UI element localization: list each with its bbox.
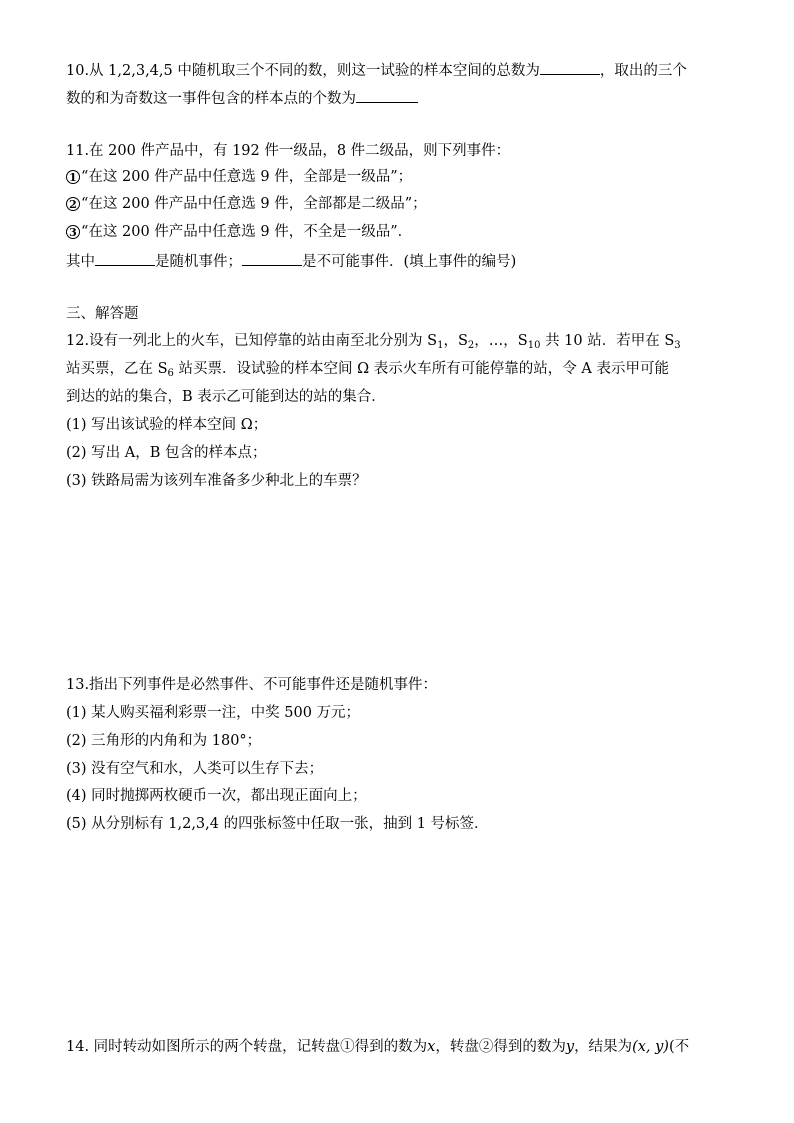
q13-part-1: (1) 某人购买福利彩票一注，中奖 500 万元；: [66, 705, 361, 721]
q12-sub-2: 2: [467, 340, 475, 351]
q12-part-2: (2) 写出 A，B 包含的样本点；: [66, 445, 267, 461]
q10-text-b: ，取出的三个: [599, 63, 687, 79]
q13-intro: 13.指出下列事件是必然事件、不可能事件还是随机事件：: [66, 677, 438, 693]
q11-item-1: [66, 168, 412, 186]
q13-part-2: (2) 三角形的内角和为 180°；: [66, 733, 262, 749]
q14-line: [66, 1038, 689, 1056]
q12-sub-1: 1: [437, 340, 444, 351]
q12-l1c: ，…，S: [474, 333, 528, 349]
q14-pair: (x, y): [632, 1039, 669, 1055]
circled-number-3: 3: [66, 225, 80, 239]
q11-fill-line: [66, 251, 516, 271]
q12-sub-4: 3: [674, 340, 681, 351]
q14-x: x: [427, 1039, 436, 1055]
circled-number-2: 2: [66, 197, 80, 211]
q12-line-3: 到达的站的集合，B 表示乙可能到达的站的集合．: [66, 389, 386, 405]
q12-l2a: 站买票，乙在 S: [66, 361, 168, 377]
q12-sub-5: 6: [167, 368, 174, 379]
q12-part-1: (1) 写出该试验的样本空间 Ω；: [66, 417, 268, 433]
q14-y: y: [565, 1039, 575, 1055]
q12-sub-3: 10: [527, 340, 541, 351]
q12-l2b: 站买票．设试验的样本空间 Ω 表示火车所有可能停靠的站，令 A 表示甲可能: [173, 361, 669, 377]
q12-line-2: [66, 360, 669, 378]
q11-item-2-text: “在这 200 件产品中任意选 9 件，全部都是二级品”；: [81, 196, 427, 212]
q12-l1d: 共 10 站．若甲在 S: [540, 333, 675, 349]
q11-fill-a: 其中: [66, 254, 95, 270]
q11-item-3-text: “在这 200 件产品中任意选 9 件，不全是一级品”．: [81, 224, 413, 240]
q12-l1a: 12.设有一列北上的火车，已知停靠的站由南至北分别为 S: [66, 333, 438, 349]
q13-part-4: (4) 同时抛掷两枚硬币一次，都出现正面向上；: [66, 788, 367, 804]
q12-line-1: [66, 332, 681, 350]
q13-part-5: (5) 从分别标有 1,2,3,4 的四张标签中任取一张，抽到 1 号标签．: [66, 816, 489, 832]
circled-number-1: 1: [66, 170, 80, 184]
q10-line-1: [66, 60, 687, 80]
q11-item-3: [66, 223, 412, 241]
q10-line-2: [66, 88, 418, 108]
q11-intro: 11.在 200 件产品中，有 192 件一级品，8 件二级品，则下列事件：: [66, 143, 511, 159]
q10-text-a: 10.从 1,2,3,4,5 中随机取三个不同的数，则这一试验的样本空间的总数为: [66, 63, 540, 79]
q10-blank-1[interactable]: [540, 60, 600, 75]
q11-fill-b: 是随机事件；: [155, 254, 242, 270]
q11-fill-c: 是不可能事件．(填上事件的编号): [302, 254, 517, 270]
q14-c: ，结果为: [574, 1039, 633, 1055]
q11-item-1-text: “在这 200 件产品中任意选 9 件，全部是一级品”；: [81, 169, 413, 185]
q12-l1b: ，S: [443, 333, 468, 349]
section-heading: 三、解答题: [66, 306, 139, 322]
q14-a: 14. 同时转动如图所示的两个转盘，记转盘①得到的数为: [66, 1039, 428, 1055]
q11-blank-2[interactable]: [242, 251, 302, 266]
q11-blank-1[interactable]: [95, 251, 155, 266]
q12-part-3: (3) 铁路局需为该列车准备多少种北上的车票？: [66, 473, 367, 489]
q14-d: (不: [668, 1039, 690, 1055]
q10-blank-2[interactable]: [356, 88, 418, 103]
q11-item-2: [66, 195, 427, 213]
q14-b: ，转盘②得到的数为: [435, 1039, 566, 1055]
q10-text-c: 数的和为奇数这一事件包含的样本点的个数为: [66, 91, 356, 107]
q13-part-3: (3) 没有空气和水，人类可以生存下去；: [66, 761, 324, 777]
